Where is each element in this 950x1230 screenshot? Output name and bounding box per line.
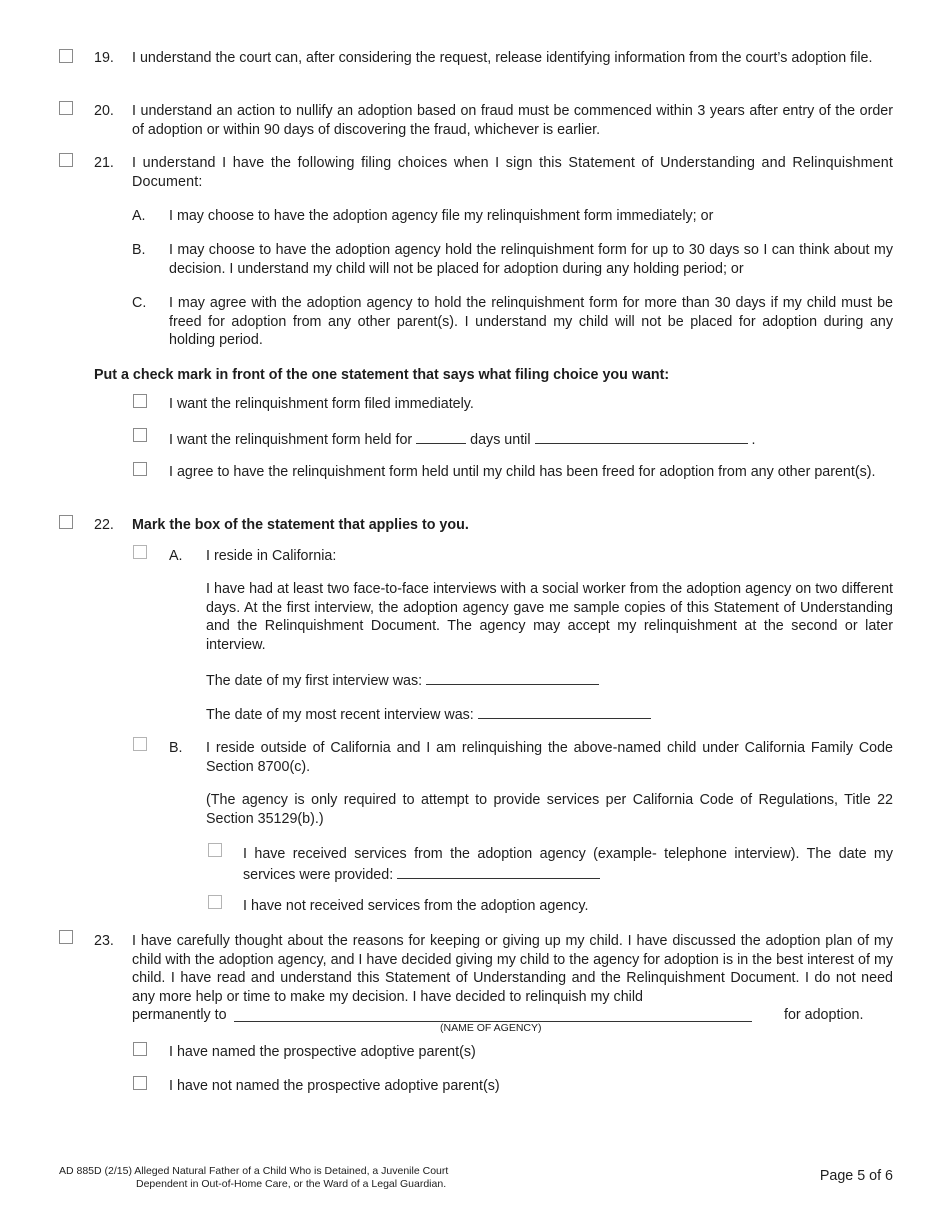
item-21-a-letter: A. [132,208,146,224]
form-id-line2: Dependent in Out-of-Home Care, or the Ward of a Legal Guardian. [136,1178,447,1190]
reside-outside-label: I reside outside of California and I am relinquishing the above-named child under California Family Code Section 8700(c). [206,740,893,775]
filing-held-label-c: . [751,432,756,448]
recent-interview-line [206,704,651,725]
item-22-a-letter: A. [169,548,183,564]
item-20-text: I understand an action to nullify an adoption based on fraud must be commenced within 3 years after entry of the order of adoption or within 90 days of discovering the fraud, whichever is earlier. [132,103,893,138]
item-22-b-letter: B. [169,740,183,756]
item-21-b-letter: B. [132,242,146,258]
item-21-number: 21. [94,155,114,171]
services-not-received-checkbox[interactable] [208,895,222,909]
reside-outside-checkbox[interactable] [133,737,147,751]
item-20-number: 20. [94,103,114,119]
filing-held-line [169,429,756,450]
item-22-heading: Mark the box of the statement that applies to you. [132,517,469,533]
item-19-number: 19. [94,50,114,66]
first-interview-date-field[interactable] [426,670,599,685]
not-named-parents-label: I have not named the prospective adoptive parent(s) [169,1078,500,1094]
services-received-line [243,845,893,884]
filing-held-label-a: I want the relinquishment form held for [169,432,413,448]
item-23-number: 23. [94,933,114,949]
filing-freed-checkbox[interactable] [133,462,147,476]
named-parents-label: I have named the prospective adoptive parent(s) [169,1044,476,1060]
item-19-text: I understand the court can, after considering the request, release identifying information from the court’s adoption file. [132,50,873,66]
item-23-for-adoption: for adoption. [784,1007,864,1023]
reside-california-checkbox[interactable] [133,545,147,559]
services-received-checkbox[interactable] [208,843,222,857]
filing-freed-label: I agree to have the relinquishment form held until my child has been freed for adoption from any other parent(s). [169,464,876,480]
item-21-checkbox[interactable] [59,153,73,167]
item-23-text: I have carefully thought about the reasons for keeping or giving up my child. I have discussed the adoption plan of my child with the adoption agency, and I have decided giving my child to the agency for adoption is in the best interest of my child. I have read and understand this Statement of Understanding and the Relinquishment Document. I do not need any more help or time to make my decision. I have decided to relinquish my child [132,933,893,1005]
filing-choice-instruction: Put a check mark in front of the one statement that says what filing choice you want: [94,367,670,383]
held-days-field[interactable] [416,429,466,444]
item-21-c-letter: C. [132,295,147,311]
filing-held-label-b: days until [470,432,531,448]
not-named-parents-checkbox[interactable] [133,1076,147,1090]
named-parents-checkbox[interactable] [133,1042,147,1056]
services-received-label: I have received services from the adoption agency (example- telephone interview). The date my services were provided: [243,846,893,883]
interview-paragraph: I have had at least two face-to-face interviews with a social worker from the adoption agency on two different days. At the first interview, the adoption agency gave me sample copies of this Statement of Understanding and the Relinquishment Document. The agency may accept my relinquishment at the second or later interview. [206,581,893,653]
filing-immediately-label: I want the relinquishment form filed immediately. [169,396,474,412]
agency-name-caption: (NAME OF AGENCY) [440,1022,542,1034]
item-21-b-text: I may choose to have the adoption agency hold the relinquishment form for up to 30 days so I can think about my decision. I understand my child will not be placed for adoption during any holding period; or [169,242,893,277]
item-19-checkbox[interactable] [59,49,73,63]
page-number: Page 5 of 6 [819,1168,893,1184]
item-22-number: 22. [94,517,114,533]
services-not-received-label: I have not received services from the adoption agency. [243,898,589,914]
item-22-checkbox[interactable] [59,515,73,529]
recent-interview-label: The date of my most recent interview was: [206,707,474,723]
item-21-a-text: I may choose to have the adoption agency file my relinquishment form immediately; or [169,208,714,224]
item-23-checkbox[interactable] [59,930,73,944]
filing-held-checkbox[interactable] [133,428,147,442]
item-20-checkbox[interactable] [59,101,73,115]
item-21-text: I understand I have the following filing choices when I sign this Statement of Understanding and Relinquishment Document: [132,155,893,190]
held-until-date-field[interactable] [535,429,748,444]
agency-name-field[interactable] [234,1006,752,1022]
reside-california-label: I reside in California: [206,548,337,564]
first-interview-label: The date of my first interview was: [206,673,423,689]
recent-interview-date-field[interactable] [478,704,651,719]
filing-immediately-checkbox[interactable] [133,394,147,408]
agency-services-note: (The agency is only required to attempt to provide services per California Code of Regulations, Title 22 Section 35129(b).) [206,792,893,827]
services-date-field[interactable] [397,864,600,879]
first-interview-line [206,670,599,691]
item-23-perm-label: permanently to [132,1007,227,1023]
item-21-c-text: I may agree with the adoption agency to hold the relinquishment form for more than 30 days if my child must be freed for adoption from any other parent(s). I understand my child will not be placed for adoption during any holding period. [169,295,893,348]
form-id-line1: AD 885D (2/15) Alleged Natural Father of a Child Who is Detained, a Juvenile Court [59,1165,449,1177]
